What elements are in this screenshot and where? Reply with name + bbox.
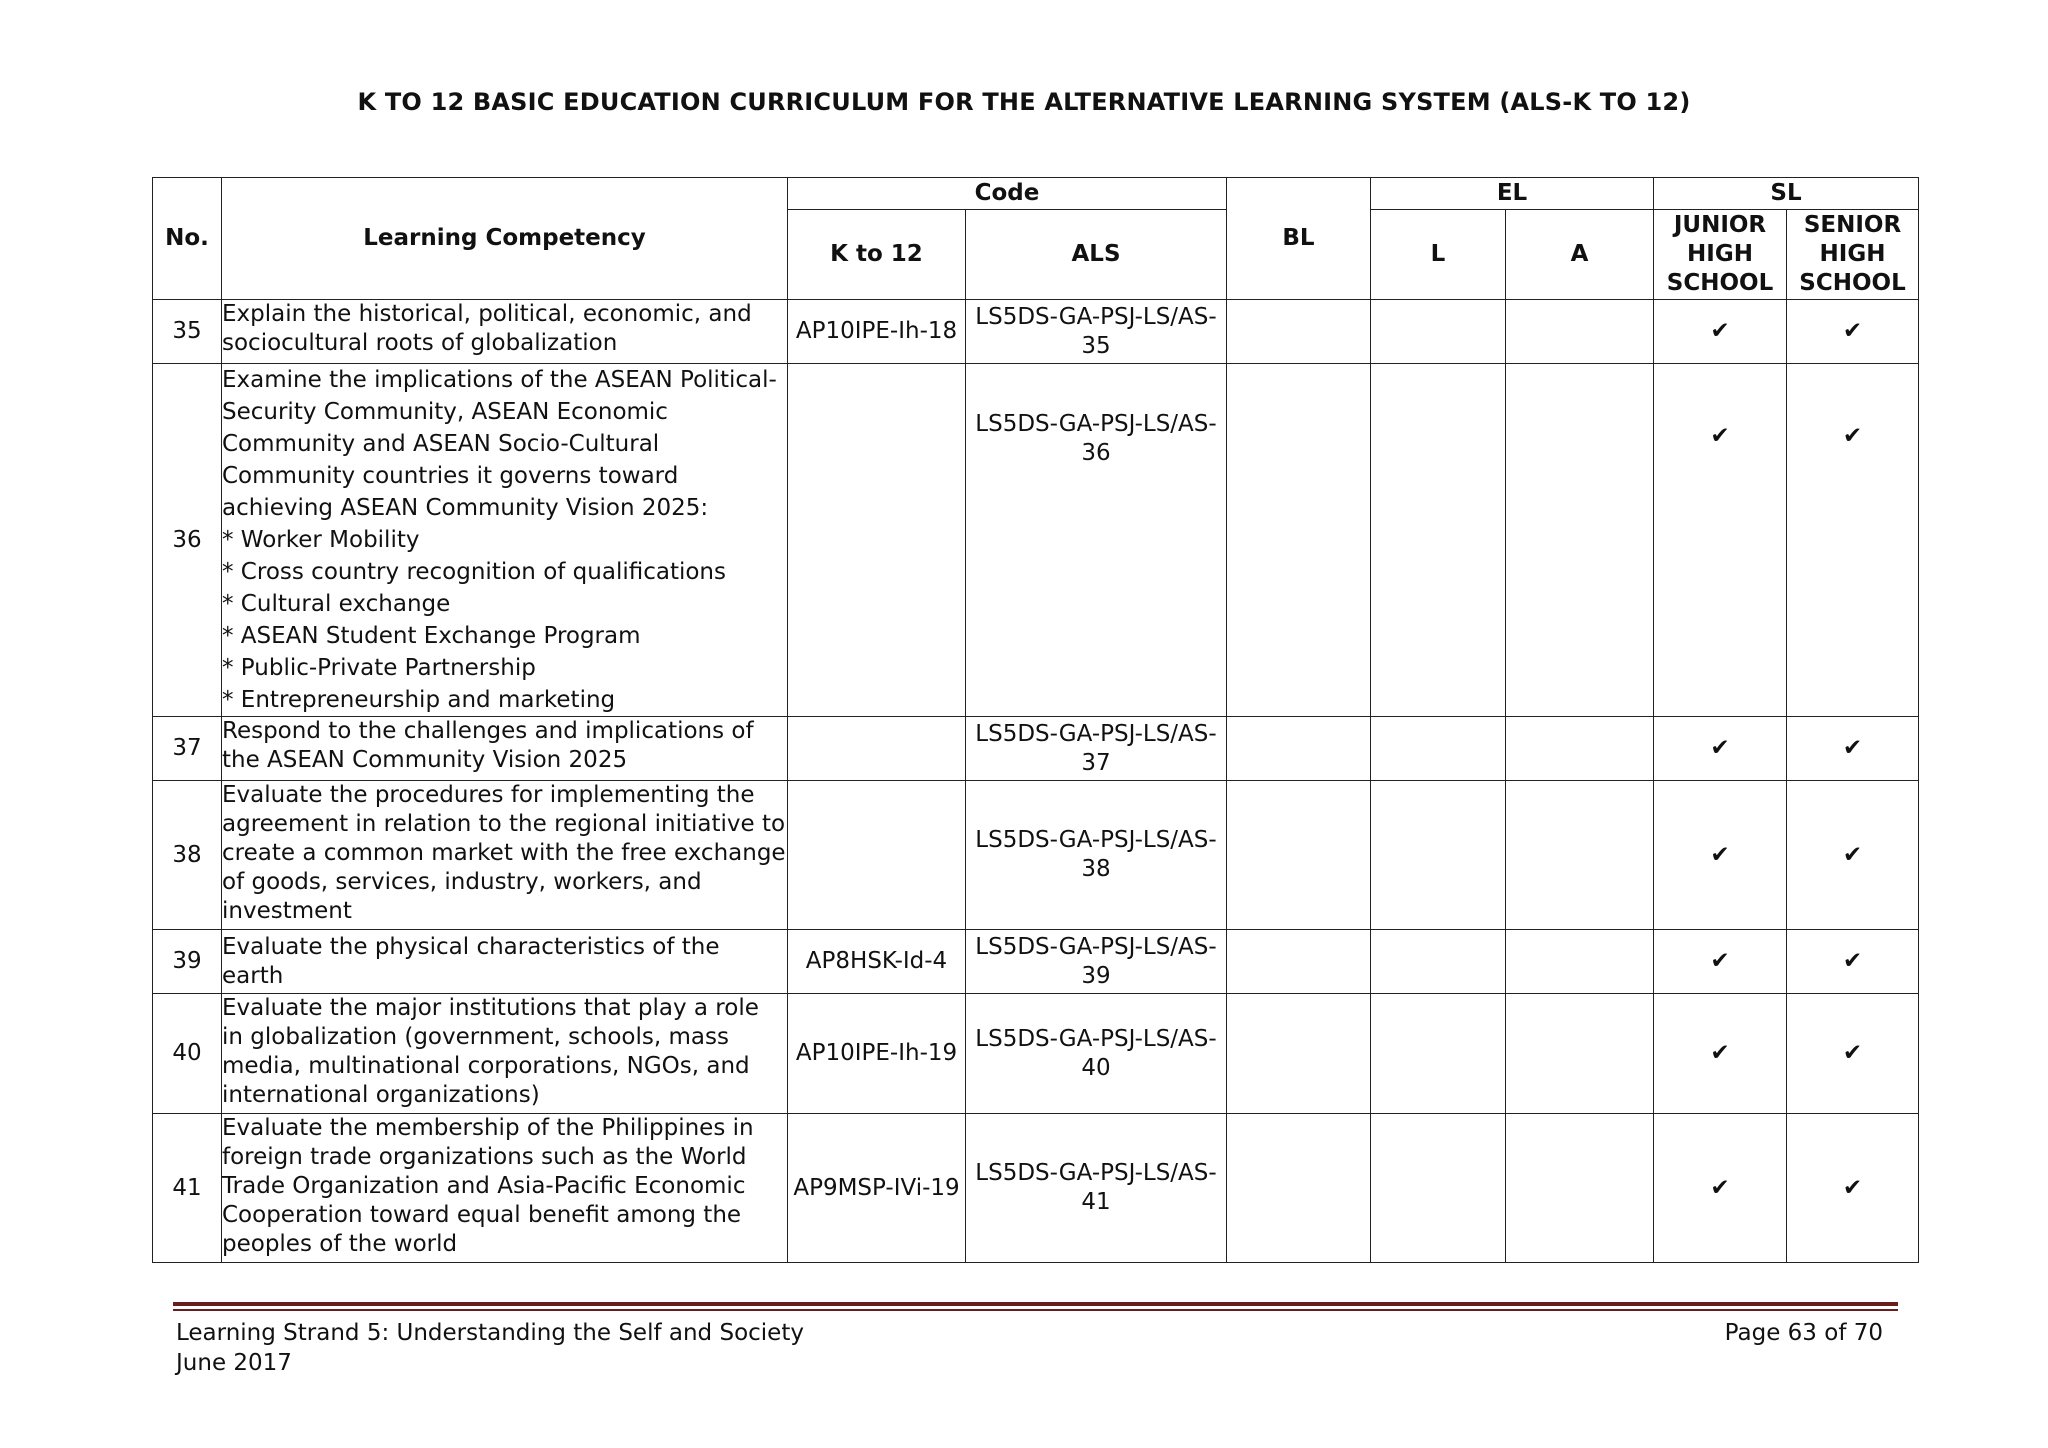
junior-high-check-icon: ✔	[1654, 300, 1787, 364]
header-k-to-12: K to 12	[788, 210, 966, 300]
row-number: 40	[153, 994, 222, 1114]
learning-competency-text: Explain the historical, political, economic, and sociocultural roots of globalization	[222, 300, 788, 364]
footer-date: June 2017	[176, 1350, 292, 1376]
k-to-12-code: AP10IPE-Ih-19	[788, 994, 966, 1114]
als-code: LS5DS-GA-PSJ-LS/AS-39	[966, 930, 1227, 994]
k-to-12-code: AP10IPE-Ih-18	[788, 300, 966, 364]
learning-competency-text: Evaluate the procedures for implementing the agreement in relation to the regional initiative to create a common market with the free exchange of goods, services, industry, workers, and investment	[222, 781, 788, 930]
table-row	[153, 717, 1919, 781]
senior-high-check-icon: ✔	[1787, 300, 1919, 364]
footer-strand: Learning Strand 5: Understanding the Self and Society	[176, 1320, 804, 1346]
learning-competency-text: Evaluate the membership of the Philippines in foreign trade organizations such as the World Trade Organization and Asia-Pacific Economic Cooperation toward equal benefit among the peoples of the world	[222, 1114, 788, 1263]
el-l-cell	[1371, 994, 1506, 1114]
als-code: LS5DS-GA-PSJ-LS/AS-37	[966, 717, 1227, 781]
junior-high-check-icon: ✔	[1654, 1114, 1787, 1263]
header-bl: BL	[1227, 178, 1371, 300]
k-to-12-code: AP8HSK-Id-4	[788, 930, 966, 994]
junior-high-check-icon: ✔	[1654, 994, 1787, 1114]
footer-left	[176, 1318, 804, 1378]
k-to-12-code: AP9MSP-IVi-19	[788, 1114, 966, 1263]
bl-cell	[1227, 930, 1371, 994]
table-row	[153, 781, 1919, 930]
el-l-cell	[1371, 1114, 1506, 1263]
k-to-12-code	[788, 717, 966, 781]
junior-high-check-icon: ✔	[1654, 364, 1787, 717]
bl-cell	[1227, 1114, 1371, 1263]
k-to-12-code	[788, 364, 966, 717]
row-number: 39	[153, 930, 222, 994]
row-number: 41	[153, 1114, 222, 1263]
header-el: EL	[1371, 178, 1654, 210]
senior-high-check-icon: ✔	[1787, 364, 1919, 717]
el-a-cell	[1506, 300, 1654, 364]
als-code: LS5DS-GA-PSJ-LS/AS-40	[966, 994, 1227, 1114]
el-a-cell	[1506, 781, 1654, 930]
senior-high-check-icon: ✔	[1787, 1114, 1919, 1263]
header-code: Code	[788, 178, 1227, 210]
footer-divider-thin	[173, 1309, 1898, 1311]
table-row	[153, 364, 1919, 717]
footer-divider	[173, 1302, 1898, 1306]
als-code: LS5DS-GA-PSJ-LS/AS-35	[966, 300, 1227, 364]
header-als: ALS	[966, 210, 1227, 300]
bl-cell	[1227, 364, 1371, 717]
el-a-cell	[1506, 1114, 1654, 1263]
el-a-cell	[1506, 717, 1654, 781]
als-code: LS5DS-GA-PSJ-LS/AS-36	[966, 364, 1227, 717]
k-to-12-code	[788, 781, 966, 930]
junior-high-check-icon: ✔	[1654, 717, 1787, 781]
learning-competency-text: Evaluate the major institutions that play a role in globalization (government, schools, mass media, multinational corporations, NGOs, and international organizations)	[222, 994, 788, 1114]
als-code: LS5DS-GA-PSJ-LS/AS-41	[966, 1114, 1227, 1263]
learning-competency-text: Respond to the challenges and implications of the ASEAN Community Vision 2025	[222, 717, 788, 781]
header-senior-high-school: SENIOR HIGH SCHOOL	[1787, 210, 1919, 300]
header-learning-competency: Learning Competency	[222, 178, 788, 300]
als-code: LS5DS-GA-PSJ-LS/AS-38	[966, 781, 1227, 930]
table-row	[153, 994, 1919, 1114]
el-l-cell	[1371, 364, 1506, 717]
bl-cell	[1227, 300, 1371, 364]
header-sl: SL	[1654, 178, 1919, 210]
row-number: 35	[153, 300, 222, 364]
el-a-cell	[1506, 364, 1654, 717]
header-el-l: L	[1371, 210, 1506, 300]
el-l-cell	[1371, 930, 1506, 994]
header-no: No.	[153, 178, 222, 300]
el-l-cell	[1371, 300, 1506, 364]
header-junior-high-school: JUNIOR HIGH SCHOOL	[1654, 210, 1787, 300]
competency-table	[152, 177, 1919, 1263]
senior-high-check-icon: ✔	[1787, 717, 1919, 781]
row-number: 37	[153, 717, 222, 781]
bl-cell	[1227, 994, 1371, 1114]
junior-high-check-icon: ✔	[1654, 781, 1787, 930]
table-row	[153, 1114, 1919, 1263]
senior-high-check-icon: ✔	[1787, 781, 1919, 930]
el-a-cell	[1506, 994, 1654, 1114]
junior-high-check-icon: ✔	[1654, 930, 1787, 994]
row-number: 36	[153, 364, 222, 717]
learning-competency-text: Evaluate the physical characteristics of the earth	[222, 930, 788, 994]
bl-cell	[1227, 717, 1371, 781]
table-row	[153, 930, 1919, 994]
table-row	[153, 300, 1919, 364]
el-a-cell	[1506, 930, 1654, 994]
el-l-cell	[1371, 717, 1506, 781]
senior-high-check-icon: ✔	[1787, 930, 1919, 994]
learning-competency-text: Examine the implications of the ASEAN Political-Security Community, ASEAN Economic Community and ASEAN Socio-Cultural Community countries it governs toward achieving ASEAN Community Vision 2025: * Worker Mobility * Cross country recognition of qualifications * Cultural exchange * ASEAN Student Exchange Program * Public-Private Partnership * Entrepreneurship and marketing	[222, 364, 788, 717]
footer-page-number: Page 63 of 70	[1724, 1320, 1883, 1346]
row-number: 38	[153, 781, 222, 930]
bl-cell	[1227, 781, 1371, 930]
page-title: K TO 12 BASIC EDUCATION CURRICULUM FOR THE ALTERNATIVE LEARNING SYSTEM (ALS-K TO 12)	[357, 88, 1691, 116]
header-el-a: A	[1506, 210, 1654, 300]
el-l-cell	[1371, 781, 1506, 930]
senior-high-check-icon: ✔	[1787, 994, 1919, 1114]
